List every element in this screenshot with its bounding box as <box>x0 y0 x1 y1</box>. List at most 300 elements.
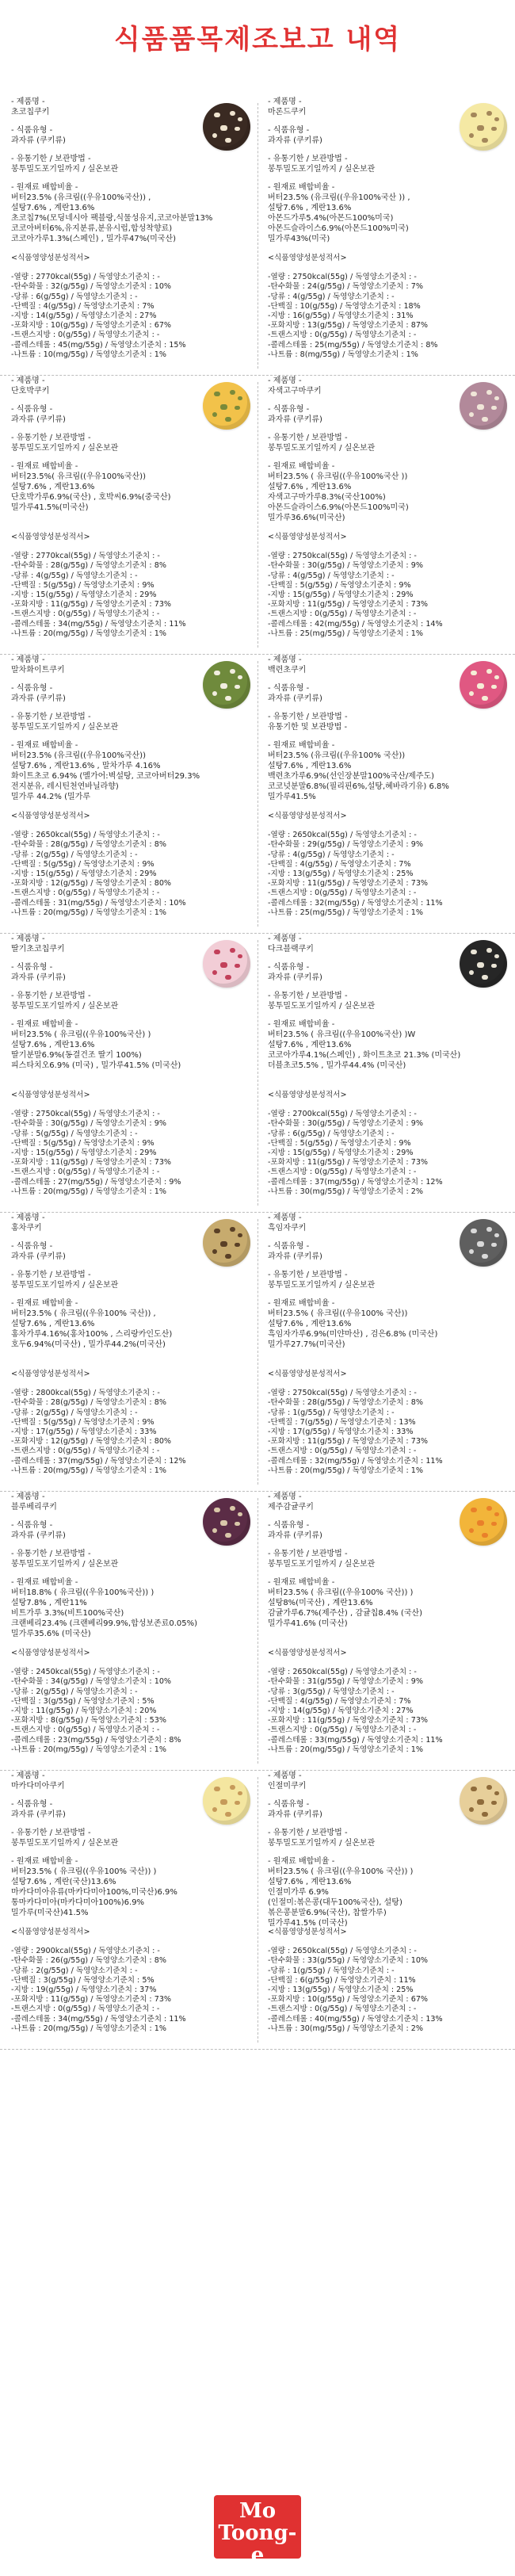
raw-ingredient-line: 버터18.8% ( 유크림((우유100%국산)) ) <box>11 1588 154 1597</box>
cookie-chip <box>494 675 499 679</box>
cookie-chip <box>471 950 477 954</box>
nutrition-line: -트랜스지방 : 0(g/55g) / 독영양소기준치 : - <box>11 889 160 898</box>
cookie-chip <box>235 964 240 968</box>
type-label: - 식품유형 - <box>11 1242 53 1251</box>
raw-ingredient-line: 설탕7.6% , 계란13.6% , 말차가루 4.16% <box>11 762 161 770</box>
nutrition-line: -탄수화물 : 30(g/55g) / 독영양소기준치 : 9% <box>268 1119 423 1129</box>
nutrition-line: -지방 : 17(g/55g) / 독영양소기준치 : 33% <box>11 1428 157 1437</box>
product-grid <box>0 97 515 2050</box>
nutrition-line: -나트륨 : 20(mg/55g) / 독영양소기준치 : 1% <box>11 1745 167 1754</box>
nutrition-line: -탄수화물 : 28(g/55g) / 독영양소기준치 : 8% <box>11 1398 166 1408</box>
raw-label: - 원재료 배합비율 - <box>11 741 78 750</box>
nutrition-line: -탄수화물 : 26(g/55g) / 독영양소기준치 : 8% <box>11 1956 166 1966</box>
cookie-chip <box>238 1791 242 1795</box>
type-value: 과자류 (쿠키류) <box>268 1531 322 1540</box>
raw-ingredient-line: 백련초가루6.9%(선인장분말100%국산/제주도) <box>268 772 435 781</box>
raw-ingredient-line: 설탕7.6% , 계란(국산)13.6% <box>11 1878 116 1886</box>
nutrition-line: -나트륨 : 20(mg/55g) / 독영양소기준치 : 1% <box>11 1187 167 1196</box>
nutrition-line: -포화지방 : 11(g/55g) / 독영양소기준치 : 73% <box>268 1716 429 1726</box>
shelf-value: 봉투밀도포기일까지 / 실온보관 <box>268 1002 376 1011</box>
shelf-value: 봉투밀도포기일까지 / 실온보관 <box>11 1560 119 1569</box>
cookie-chip <box>230 1506 235 1511</box>
product-info <box>268 1771 515 1928</box>
cookie-chip <box>494 1233 499 1237</box>
cookie-illustration <box>203 940 250 988</box>
spacer <box>268 1290 515 1298</box>
raw-label: - 원재료 배합비율 - <box>268 1299 335 1308</box>
nutrition-line: -트랜스지방 : 0(g/55g) / 독영양소기준치 : - <box>11 1726 160 1735</box>
spacer <box>11 1011 258 1019</box>
cookie-chip <box>238 1512 242 1516</box>
nutrition-line: -트랜스지방 : 0(g/55g) / 독영양소기준치 : - <box>268 331 417 340</box>
nutrition-line: -트랜스지방 : 0(g/55g) / 독영양소기준치 : - <box>268 1726 417 1735</box>
type-label: - 식품유형 - <box>11 405 53 414</box>
raw-ingredient-line: 전지분유, 레시틴천연바닐라향) <box>11 782 119 791</box>
product-label: - 제품명 - <box>268 1213 302 1222</box>
raw-ingredient-line: 단호박가루6.9%(국산) , 호박씨6.9%(중국산) <box>11 493 171 502</box>
product-name: 마론드쿠키 <box>268 108 307 117</box>
type-label: - 식품유형 - <box>11 684 53 693</box>
nutrition-line: -지방 : 13(g/55g) / 독영양소기준치 : 25% <box>268 869 414 879</box>
brand-logo <box>214 2495 301 2574</box>
nutrition-line: -당류 : 4(g/55g) / 독영양소기준치 : - <box>268 292 395 301</box>
raw-ingredient-line: 피스타치오6.9% (미국) , 밀가루41.5% (미국산) <box>11 1061 181 1070</box>
nutrition-section <box>11 812 258 918</box>
cookie-chip <box>230 111 235 116</box>
product-label: - 제품명 - <box>11 376 45 385</box>
product-name: 자색고구마쿠키 <box>268 387 322 396</box>
nutrition-line: -트랜스지방 : 0(g/55g) / 독영양소기준치 : - <box>11 2005 160 2014</box>
logo-text-line2: Toong-e <box>218 2521 297 2567</box>
cookie-chip <box>482 696 488 701</box>
nutrition-line: -단백질 : 5(g/55g) / 독영양소기준치 : 9% <box>268 580 411 590</box>
product-card <box>11 655 258 934</box>
nutrition-line: -단백질 : 10(g/55g) / 독영양소기준치 : 18% <box>268 301 421 311</box>
nutrition-heading: <식품영양성분성적서> <box>11 533 90 541</box>
nutrition-line: -단백질 : 4(g/55g) / 독영양소기준치 : 7% <box>268 859 411 869</box>
product-label: - 제품명 - <box>268 1492 302 1501</box>
nutrition-line: -트랜스지방 : 0(g/55g) / 독영양소기준치 : - <box>268 1447 417 1456</box>
nutrition-line: -포화지방 : 12(g/55g) / 독영양소기준치 : 80% <box>11 879 172 889</box>
nutrition-line: -포화지방 : 10(g/55g) / 독영양소기준치 : 67% <box>11 321 172 331</box>
nutrition-line: -탄수화물 : 28(g/55g) / 독영양소기준치 : 8% <box>11 561 166 571</box>
product-info <box>11 97 258 254</box>
product-row <box>0 655 515 934</box>
nutrition-heading: <식품영양성분성적서> <box>268 533 347 541</box>
cookie-chip <box>225 1533 231 1538</box>
nutrition-heading: <식품영양성분성적서> <box>268 1928 347 1936</box>
product-label: - 제품명 - <box>11 97 45 106</box>
nutrition-line: -당류 : 2(g/55g) / 독영양소기준치 : - <box>11 1687 138 1696</box>
cookie-illustration <box>203 382 250 430</box>
nutrition-section <box>11 1928 258 2034</box>
cookie-illustration <box>203 1777 250 1825</box>
nutrition-line: -나트륨 : 10(mg/55g) / 독영양소기준치 : 1% <box>11 350 167 359</box>
shelf-label: - 유통기한 / 보관방법 - <box>11 1271 91 1279</box>
raw-ingredient-line: 설탕7.6% , 계란13.6% <box>268 483 352 491</box>
product-info <box>268 655 515 812</box>
nutrition-section <box>11 533 258 639</box>
raw-ingredient-line: 화이트초코 6.94% (멜가어:벽설탕, 코코아버터29.3% <box>11 772 200 781</box>
shelf-label: - 유통기한 / 보관방법 - <box>268 713 348 721</box>
nutrition-line: -단백질 : 5(g/55g) / 독영양소기준치 : 9% <box>11 580 154 590</box>
page-title: 식품품목제조보고 내역 <box>113 24 402 55</box>
nutrition-line: -당류 : 3(g/55g) / 독영양소기준치 : - <box>268 1687 395 1696</box>
type-label: - 식품유형 - <box>268 405 310 414</box>
nutrition-line: -나트륨 : 20(mg/55g) / 독영양소기준치 : 1% <box>11 2024 167 2033</box>
type-label: - 식품유형 - <box>268 1800 310 1809</box>
raw-label: - 원재료 배합비율 - <box>11 1578 78 1587</box>
nutrition-line: -단백질 : 5(g/55g) / 독영양소기준치 : 9% <box>11 1417 154 1427</box>
product-label: - 제품명 - <box>11 1771 45 1780</box>
spacer <box>11 732 258 740</box>
nutrition-line: -나트륨 : 25(mg/55g) / 독영양소기준치 : 1% <box>268 908 424 917</box>
raw-ingredient-line: 인절미가루 6.9% <box>268 1888 329 1897</box>
product-info <box>11 376 258 533</box>
raw-ingredient-line: 감귤가루6.7%(제주산) , 감귤칩8.4% (국산) <box>268 1609 423 1618</box>
spacer <box>268 1011 515 1019</box>
type-label: - 식품유형 - <box>11 963 53 972</box>
nutrition-line: -단백질 : 3(g/55g) / 독영양소기준치 : 5% <box>11 1696 154 1706</box>
cookie-chip <box>214 113 220 117</box>
nutrition-line: -콜레스테롤 : 34(mg/55g) / 독영양소기준치 : 11% <box>11 619 186 629</box>
nutrition-line: -지방 : 16(g/55g) / 독영양소기준치 : 31% <box>268 311 414 321</box>
nutrition-line: -나트륨 : 30(mg/55g) / 독영양소기준치 : 2% <box>268 1187 424 1196</box>
nutrition-line: -당류 : 1(g/55g) / 독영양소기준치 : - <box>268 1966 395 1975</box>
raw-ingredient-line: 설탕7.6% , 계란13.6% <box>11 204 95 212</box>
nutrition-line: -나트륨 : 20(mg/55g) / 독영양소기준치 : 1% <box>268 1745 424 1754</box>
product-card <box>11 1492 258 1771</box>
product-name: 제주감귤쿠키 <box>268 1503 314 1512</box>
nutrition-section <box>268 1928 515 2034</box>
raw-ingredient-line: 밀가루41.5%(미국산) <box>11 503 89 512</box>
nutrition-line: -당류 : 4(g/55g) / 독영양소기준치 : - <box>11 571 138 580</box>
cookie-illustration <box>203 661 250 709</box>
spacer <box>268 732 515 740</box>
product-card <box>268 1771 515 2050</box>
cookie-chip <box>238 117 242 121</box>
nutrition-heading: <식품영양성분성적서> <box>268 812 347 820</box>
nutrition-line: -포화지방 : 11(g/55g) / 독영양소기준치 : 73% <box>11 1158 172 1168</box>
raw-ingredient-line: 아몬드슬라이스6.9%(아몬드100%미국) <box>268 503 409 512</box>
cookie-chip <box>235 127 240 131</box>
cookie-chip <box>225 1812 231 1817</box>
cookie-chip <box>486 1506 492 1511</box>
shelf-value: 봉투밀도포기일까지 / 실온보관 <box>268 1281 376 1290</box>
cookie-chip <box>482 1254 488 1259</box>
raw-ingredient-line: 홍차가루4.16%(홍차100% , 스리랑카인도산) <box>11 1330 173 1339</box>
nutrition-heading: <식품영양성분성적서> <box>268 1649 347 1657</box>
raw-ingredient-line: 버터23.5% ( 유크림((우유100% 국산)) ) <box>268 1867 414 1876</box>
shelf-value: 봉투밀도포기일까지 / 실온보관 <box>11 1281 119 1290</box>
nutrition-line: -트랜스지방 : 0(g/55g) / 독영양소기준치 : - <box>268 1168 417 1177</box>
nutrition-line: -나트륨 : 20(mg/55g) / 독영양소기준치 : 1% <box>268 1466 424 1475</box>
product-name: 다크블랙쿠키 <box>268 945 314 954</box>
nutrition-line: -콜레스테롤 : 37(mg/55g) / 독영양소기준치 : 12% <box>268 1177 443 1187</box>
cookie-chip <box>230 1785 235 1790</box>
nutrition-line: -단백질 : 4(g/55g) / 독영양소기준치 : 7% <box>11 301 154 311</box>
cookie-chip <box>225 975 231 980</box>
cookie-chip <box>491 1522 497 1526</box>
raw-ingredient-line: 설탕8%(미국산) , 계란13.6% <box>268 1599 373 1607</box>
cookie-chip <box>486 111 492 116</box>
shelf-label: - 유통기한 / 보관방법 - <box>11 992 91 1000</box>
raw-ingredient-line: 설탕7.6% , 계란13.6% <box>268 1320 352 1328</box>
cookie-chip <box>486 1785 492 1790</box>
cookie-chip <box>491 1243 497 1247</box>
nutrition-section <box>11 1370 258 1476</box>
spacer <box>268 453 515 461</box>
product-info <box>11 934 258 1091</box>
product-label: - 제품명 - <box>268 934 302 943</box>
cookie-chip <box>482 1812 488 1817</box>
shelf-label: - 유통기한 / 보관방법 - <box>268 155 348 163</box>
product-name: 초코칩쿠키 <box>11 108 50 117</box>
raw-label: - 원재료 배합비율 - <box>268 183 335 192</box>
nutrition-line: -열량 : 2450kcal(55g) / 독영양소기준치 : - <box>11 1668 160 1677</box>
cookie-chip <box>469 691 474 696</box>
raw-ingredient-line: 설탕7.8% , 계란11% <box>11 1599 87 1607</box>
product-name: 홍차쿠키 <box>11 1224 42 1233</box>
raw-ingredient-line: (인절미:볶은콩(대두100%국산), 설탕) <box>268 1898 402 1907</box>
spacer <box>11 1290 258 1298</box>
cookie-chip <box>469 1528 474 1533</box>
nutrition-line: -탄수화물 : 29(g/55g) / 독영양소기준치 : 9% <box>268 840 423 850</box>
nutrition-heading: <식품영양성분성적서> <box>11 812 90 820</box>
cookie-chip <box>471 1229 477 1233</box>
raw-ingredient-line: 버터23.5% (유크림((우유100%국산)) <box>11 751 146 760</box>
type-value: 과자류 (쿠키류) <box>11 1252 66 1261</box>
nutrition-line: -단백질 : 7(g/55g) / 독영양소기준치 : 13% <box>268 1417 416 1427</box>
nutrition-section <box>11 1091 258 1197</box>
cookie-chip <box>471 1508 477 1512</box>
raw-label: - 원재료 배합비율 - <box>11 1299 78 1308</box>
nutrition-line: -당류 : 2(g/55g) / 독영양소기준치 : - <box>11 1408 138 1417</box>
nutrition-line: -열량 : 2650kcal(55g) / 독영양소기준치 : - <box>268 1947 417 1956</box>
nutrition-section <box>268 1649 515 1755</box>
product-name: 마카다미아쿠키 <box>11 1782 65 1791</box>
nutrition-line: -당류 : 2(g/55g) / 독영양소기준치 : - <box>11 1966 138 1975</box>
raw-ingredient-line: 코코넛분말6.8%(필리핀6%,설탕,혜바라기유) 6.8% <box>268 782 449 791</box>
raw-label: - 원재료 배합비율 - <box>11 1020 78 1029</box>
type-value: 과자류 (쿠키류) <box>11 136 66 145</box>
nutrition-line: -탄수화물 : 30(g/55g) / 독영양소기준치 : 9% <box>268 561 423 571</box>
cookie-chip <box>214 392 220 396</box>
cookie-chip <box>212 412 217 417</box>
cookie-illustration <box>460 1219 507 1267</box>
nutrition-line: -탄수화물 : 33(g/55g) / 독영양소기준치 : 10% <box>268 1956 429 1966</box>
raw-ingredient-line: 밀가루35.6% (미국산) <box>11 1630 91 1638</box>
cookie-chip <box>220 1799 227 1805</box>
raw-ingredient-line: 버터23.5%( 유크림((우유100%국산)) <box>11 472 146 481</box>
nutrition-heading: <식품영양성분성적서> <box>11 1091 90 1099</box>
shelf-label: - 유통기한 / 보관방법 - <box>268 1271 348 1279</box>
raw-ingredient-line: 버터23.5% ( 유크림((우유100% 국산)) <box>268 1309 408 1318</box>
nutrition-line: -열량 : 2770kcal(55g) / 독영양소기준치 : - <box>11 273 160 282</box>
nutrition-line: -트랜스지방 : 0(g/55g) / 독영양소기준치 : - <box>11 610 160 619</box>
nutrition-line: -포화지방 : 11(g/55g) / 독영양소기준치 : 73% <box>11 600 172 610</box>
product-row <box>0 934 515 1213</box>
product-card <box>268 934 515 1213</box>
product-label: - 제품명 - <box>268 655 302 664</box>
cookie-chip <box>220 962 227 968</box>
nutrition-line: -열량 : 2770kcal(55g) / 독영양소기준치 : - <box>11 552 160 561</box>
raw-ingredient-line: 비트가루 3.3%(비트100%국산) <box>11 1609 124 1618</box>
raw-ingredient-line: 버터23.5% ( 유크림((우유100%국산) )W <box>268 1030 416 1039</box>
nutrition-line: -탄수화물 : 24(g/55g) / 독영양소기준치 : 7% <box>268 282 423 292</box>
shelf-label: - 유통기한 / 보관방법 - <box>268 434 348 442</box>
cookie-chip <box>469 970 474 975</box>
raw-label: - 원재료 배합비율 - <box>268 741 335 750</box>
nutrition-line: -열량 : 2700kcal(55g) / 독영양소기준치 : - <box>268 1110 417 1119</box>
cookie-chip <box>477 1799 484 1805</box>
cookie-chip <box>486 669 492 674</box>
type-value: 과자류 (쿠키류) <box>268 1810 322 1819</box>
spacer <box>11 1569 258 1577</box>
shelf-value: 봉투밀도포기일까지 / 실온보관 <box>268 1560 376 1569</box>
nutrition-line: -포화지방 : 12(g/55g) / 독영양소기준치 : 80% <box>11 1437 172 1447</box>
raw-ingredient-line: 호두6.94%(미국산) , 밀가루44.2%(미국산) <box>11 1340 166 1349</box>
spacer <box>11 174 258 182</box>
product-info <box>268 1492 515 1649</box>
cookie-chip <box>214 1229 220 1233</box>
product-label: - 제품명 - <box>268 1771 302 1780</box>
shelf-label: - 유통기한 / 보관방법 - <box>268 1550 348 1558</box>
raw-ingredient-line: 밀가루43%(미국) <box>268 235 330 243</box>
nutrition-line: -탄수화물 : 32(g/55g) / 독영양소기준치 : 10% <box>11 282 172 292</box>
logo-text-line1: Mo <box>238 2499 277 2523</box>
cookie-chip <box>212 1249 217 1254</box>
nutrition-line: -탄수화물 : 28(g/55g) / 독영양소기준치 : 8% <box>11 840 166 850</box>
cookie-chip <box>238 675 242 679</box>
cookie-chip <box>230 1227 235 1232</box>
cookie-illustration <box>203 103 250 151</box>
shelf-label: - 유통기한 / 보관방법 - <box>268 1829 348 1837</box>
nutrition-line: -콜레스테롤 : 32(mg/55g) / 독영양소기준치 : 11% <box>268 1456 443 1466</box>
raw-ingredient-line: 밀가루36.6%(미국산) <box>268 514 345 522</box>
raw-ingredient-line: 코코아가루1.3%(스페인) , 밀가루47%(미국산) <box>11 235 177 243</box>
type-value: 과자류 (쿠키류) <box>268 1252 322 1261</box>
raw-ingredient-line: 버터23.5% ( 유크림((우유100% 국산)) ) <box>11 1867 157 1876</box>
product-label: - 제품명 - <box>11 934 45 943</box>
cookie-illustration <box>203 1219 250 1267</box>
nutrition-line: -지방 : 15(g/55g) / 독영양소기준치 : 29% <box>268 590 414 600</box>
raw-label: - 원재료 배합비율 - <box>268 462 335 471</box>
raw-ingredient-line: 코코아가루4.1%(스페인) , 화이트초코 21.3% (미국산) <box>268 1051 461 1060</box>
product-card <box>11 934 258 1213</box>
cookie-chip <box>477 1241 484 1247</box>
product-name: 딸기초코칩쿠키 <box>11 945 65 954</box>
cookie-chip <box>471 113 477 117</box>
cookie-chip <box>220 1520 227 1526</box>
raw-ingredient-line: 딸기분말6.9%(동결건조 딸기 100%) <box>11 1051 142 1060</box>
raw-ingredient-line: 설탕7.6% , 계란13.6% <box>268 762 352 770</box>
raw-ingredient-line: 아몬드슬라이스6.9%(아몬드100%미국) <box>268 224 409 233</box>
shelf-value: 봉투밀도포기일까지 / 실온보관 <box>268 165 376 174</box>
cookie-illustration <box>460 1498 507 1546</box>
cookie-chip <box>230 669 235 674</box>
cookie-chip <box>477 683 484 689</box>
nutrition-line: -지방 : 17(g/55g) / 독영양소기준치 : 33% <box>268 1428 414 1437</box>
shelf-label: - 유통기한 / 보관방법 - <box>11 155 91 163</box>
nutrition-heading: <식품영양성분성적서> <box>11 1370 90 1378</box>
product-card <box>268 1492 515 1771</box>
nutrition-line: -콜레스테롤 : 40(mg/55g) / 독영양소기준치 : 13% <box>268 2014 443 2024</box>
product-info <box>11 1213 258 1370</box>
cookie-chip <box>477 962 484 968</box>
cookie-chip <box>214 1508 220 1512</box>
raw-ingredient-line: 설탕7.6% , 계란13.6% <box>268 1878 352 1886</box>
shelf-value: 봉투밀도포기일까지 / 실온보관 <box>11 1002 119 1011</box>
nutrition-line: -포화지방 : 10(g/55g) / 독영양소기준치 : 67% <box>268 1995 429 2005</box>
nutrition-line: -당류 : 1(g/55g) / 독영양소기준치 : - <box>268 1408 395 1417</box>
cookie-chip <box>486 948 492 953</box>
cookie-illustration <box>460 382 507 430</box>
shelf-label: - 유통기한 / 보관방법 - <box>11 1550 91 1558</box>
nutrition-heading: <식품영양성분성적서> <box>11 1928 90 1936</box>
cookie-chip <box>482 138 488 143</box>
raw-ingredient-line: 밀가루 44.2% (밀가루 <box>11 793 90 801</box>
cookie-chip <box>494 117 499 121</box>
product-name: 말차화이트쿠키 <box>11 666 65 675</box>
nutrition-line: -포화지방 : 11(g/55g) / 독영양소기준치 : 73% <box>268 600 429 610</box>
nutrition-line: -당류 : 4(g/55g) / 독영양소기준치 : - <box>268 571 395 580</box>
nutrition-line: -당류 : 4(g/55g) / 독영양소기준치 : - <box>268 850 395 859</box>
shelf-value: 봉투밀도포기일까지 / 실온보관 <box>11 165 119 174</box>
spacer <box>11 1848 258 1856</box>
raw-ingredient-line: 밀가루41.5% (미국산) <box>268 1919 348 1928</box>
type-value: 과자류 (쿠키류) <box>11 694 66 703</box>
nutrition-heading: <식품영양성분성적서> <box>11 254 90 262</box>
nutrition-line: -단백질 : 3(g/55g) / 독영양소기준치 : 5% <box>11 1975 154 1985</box>
raw-ingredient-line: 설탕7.6% , 계란13.6% <box>11 483 95 491</box>
type-value: 과자류 (쿠키류) <box>11 1531 66 1540</box>
product-card <box>11 1771 258 2050</box>
nutrition-heading: <식품영양성분성적서> <box>11 1649 90 1657</box>
raw-ingredient-line: 밀가루41.5% <box>268 793 316 801</box>
cookie-chip <box>220 125 227 131</box>
cookie-chip <box>212 691 217 696</box>
type-label: - 식품유형 - <box>268 126 310 135</box>
nutrition-line: -열량 : 2750kcal(55g) / 독영양소기준치 : - <box>268 273 417 282</box>
product-label: - 제품명 - <box>268 376 302 385</box>
product-card <box>11 376 258 655</box>
raw-ingredient-line: 흑임자가루6.9%(미얀마산) , 검은6.8% (미국산) <box>268 1330 438 1339</box>
raw-ingredient-line: 밀가루27.7%(미국산) <box>268 1340 345 1349</box>
cookie-chip <box>235 685 240 689</box>
nutrition-line: -포화지방 : 11(g/55g) / 독영양소기준치 : 73% <box>268 879 429 889</box>
product-label: - 제품명 - <box>268 97 302 106</box>
cookie-chip <box>214 950 220 954</box>
nutrition-line: -단백질 : 4(g/55g) / 독영양소기준치 : 7% <box>268 1696 411 1706</box>
shelf-value: 봉투밀도포기일까지 / 실온보관 <box>11 723 119 732</box>
nutrition-line: -포화지방 : 11(g/55g) / 독영양소기준치 : 73% <box>268 1158 429 1168</box>
type-label: - 식품유형 - <box>268 684 310 693</box>
product-name: 단호박쿠키 <box>11 387 50 396</box>
cookie-illustration <box>460 103 507 151</box>
cookie-chip <box>491 406 497 410</box>
nutrition-line: -콜레스테롤 : 32(mg/55g) / 독영양소기준치 : 11% <box>268 898 443 908</box>
spacer <box>268 174 515 182</box>
nutrition-line: -포화지방 : 11(g/55g) / 독영양소기준치 : 73% <box>268 1437 429 1447</box>
cookie-illustration <box>460 940 507 988</box>
product-name: 흑임자쿠키 <box>268 1224 307 1233</box>
cookie-chip <box>477 404 484 410</box>
nutrition-section <box>268 254 515 360</box>
type-label: - 식품유형 - <box>11 126 53 135</box>
nutrition-line: -나트륨 : 8(mg/55g) / 독영양소기준치 : 1% <box>268 350 418 359</box>
nutrition-line: -콜레스테롤 : 31(mg/55g) / 독영양소기준치 : 10% <box>11 898 186 908</box>
